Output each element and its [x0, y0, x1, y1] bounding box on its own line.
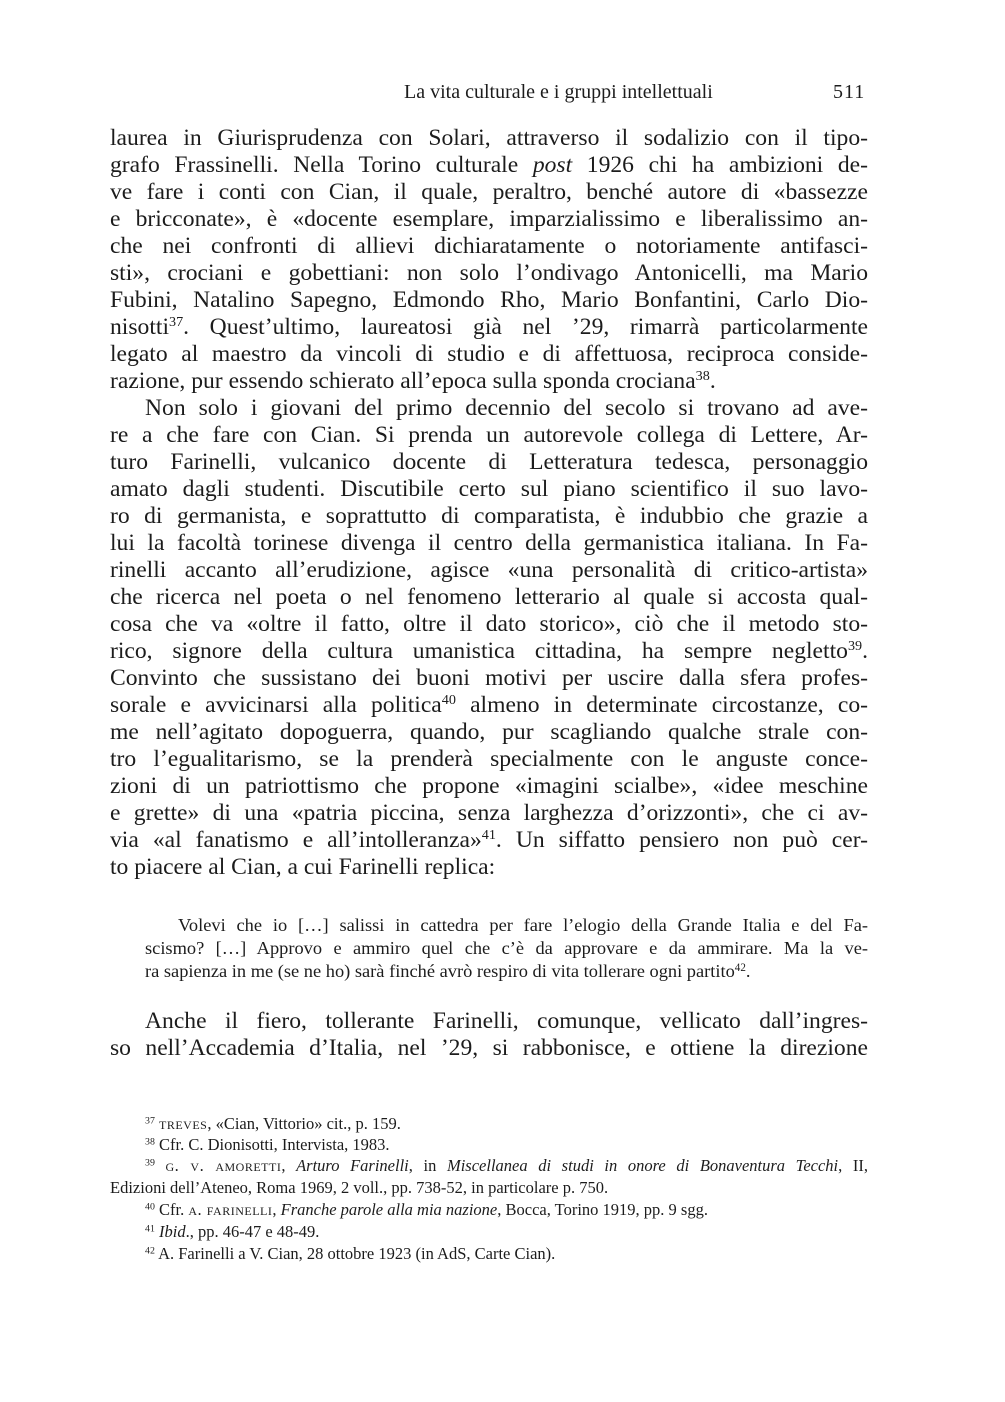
text-line: lui la facoltà torinese divenga il centro della germanistica italiana. In Fa- [110, 530, 868, 556]
quote-line: ra sapienza in me (se ne ho) sarà finché avrò respiro di vita tollerare ogni partito$^{42}$. [145, 961, 751, 981]
text-line: amato dagli studenti. Discutibile certo sul piano scientifico il suo lavo- [110, 476, 868, 502]
text-line: me nell’agitato dopoguerra, quando, pur scagliando qualche strale con- [110, 719, 868, 745]
text-line: legato al maestro da vincoli di studio e di affettuosa, reciproca conside- [110, 341, 868, 367]
text-line: Anche il fiero, tollerante Farinelli, comunque, vellicato dall’ingres- [145, 1008, 868, 1034]
text-line: che nei confronti di allievi dichiaratamente o notoriamente antifasci- [110, 233, 868, 259]
quote-line: scismo? […] Approvo e ammiro quel che c’è da approvare e da ammirare. Ma la ve- [145, 938, 868, 958]
footnote-40: $^{40}$ Cfr. a. farinelli, Franche parole alla mia nazione, Bocca, Torino 1919, pp. 9 sgg. [145, 1200, 708, 1219]
text-line: re a che fare con Cian. Si prenda un autorevole collega di Lettere, Ar- [110, 422, 868, 448]
text-line: via «al fanatismo e all’intolleranza»$^{41}$. Un siffatto pensiero non può cer- [110, 827, 868, 853]
footnote-38: $^{38}$ Cfr. C. Dionisotti, Intervista, 1983. [145, 1135, 390, 1154]
text-line: rinelli accanto all’erudizione, agisce «una personalità di critico-artista» [110, 557, 868, 583]
page-number: 511 [833, 81, 866, 103]
text-line: sorale e avvicinarsi alla politica$^{40}$ almeno in determinate circostanze, co- [110, 692, 868, 718]
text-line: che ricerca nel poeta o nel fenomeno letterario al quale si accosta qual- [110, 584, 868, 610]
text-line: tro l’egualitarismo, se la prenderà specialmente con le anguste conce- [110, 746, 868, 772]
text-line: razione, pur essendo schierato all’epoca sulla sponda crociana$^{38}$. [110, 368, 716, 394]
text-line: rico, signore della cultura umanistica cittadina, ha sempre negletto$^{39}$. [110, 638, 868, 664]
text-line: e bricconate», è «docente esemplare, imparzialissimo e liberalissimo an- [110, 206, 868, 232]
text-line: so nell’Accademia d’Italia, nel ’29, si rabbonisce, e ottiene la direzione [110, 1035, 868, 1061]
text-line: cosa che va «oltre il fatto, oltre il dato storico», ciò che il metodo sto- [110, 611, 868, 637]
running-title: La vita culturale e i gruppi intellettuali [404, 81, 713, 103]
quote-line: Volevi che io […] salissi in cattedra per fare l’elogio della Grande Italia e del Fa- [178, 915, 868, 935]
text-line: to piacere al Cian, a cui Farinelli replica: [110, 854, 496, 880]
text-line: ve fare i conti con Cian, il quale, peraltro, benché autore di «bassezze [110, 179, 868, 205]
footnote-39: $^{39}$ g. v. amoretti, Arturo Farinelli, in Miscellanea di studi in onore di Bonaventura Tecchi, II, [145, 1156, 869, 1175]
text-line: sti», crociani e gobettiani: non solo l’ondivago Antonicelli, ma Mario [110, 260, 868, 286]
text-line: grafo Frassinelli. Nella Torino culturale post 1926 chi ha ambizioni de- [110, 152, 868, 178]
text-line: Fubini, Natalino Sapegno, Edmondo Rho, Mario Bonfantini, Carlo Dio- [110, 287, 868, 313]
text-line: zioni di un patriottismo che propone «imagini scialbe», «idee meschine [110, 773, 868, 799]
footnote-41: $^{41}$ Ibid., pp. 46-47 e 48-49. [145, 1222, 320, 1241]
text-line: Convinto che sussistano dei buoni motivi per uscire dalla sfera profes- [110, 665, 868, 691]
footnote-42: $^{42}$ A. Farinelli a V. Cian, 28 ottobre 1923 (in AdS, Carte Cian). [145, 1244, 556, 1263]
text-line: Non solo i giovani del primo decennio del secolo si trovano ad ave- [145, 395, 868, 421]
text-line: laurea in Giurisprudenza con Solari, attraverso il sodalizio con il tipo- [110, 125, 868, 151]
text-line: ro di germanista, e soprattutto di comparatista, è indubbio che grazie a [110, 503, 868, 529]
text-line: nisotti$^{37}$. Quest’ultimo, laureatosi già nel ’29, rimarrà particolarmente [110, 314, 868, 340]
footnote-39-continued: Edizioni dell’Ateneo, Roma 1969, 2 voll., pp. 738-52, in particolare p. 750. [110, 1178, 609, 1197]
footnote-37: $^{37}$ treves, «Cian, Vittorio» cit., p. 159. [145, 1114, 401, 1133]
text-line: e grette» di una «patria piccina, senza larghezza d’orizzonti», che ci av- [110, 800, 868, 826]
text-line: turo Farinelli, vulcanico docente di Letteratura tedesca, personaggio [110, 449, 868, 475]
running-header [0, 81, 1005, 109]
